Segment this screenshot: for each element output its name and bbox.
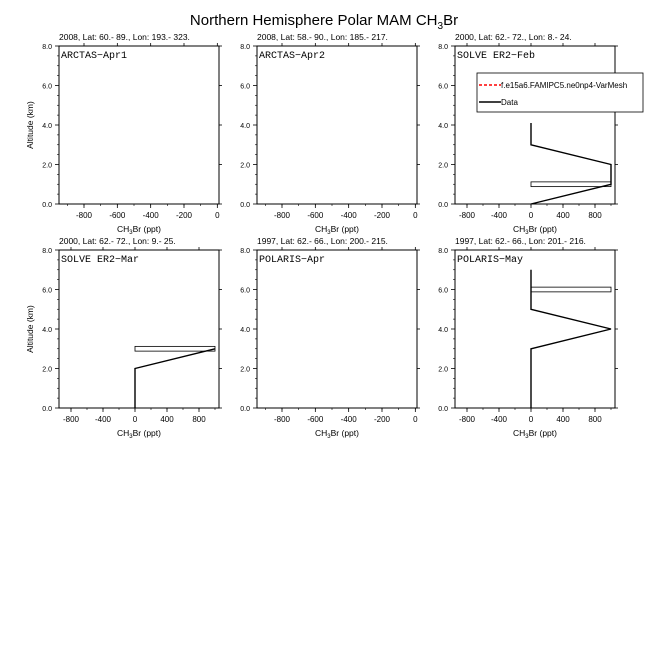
- y-tick-label: 2.0: [42, 162, 52, 170]
- x-tick-label: -600: [307, 415, 324, 424]
- panel-header: 2008, Lat: 58.- 90., Lon: 185.- 217.: [257, 32, 388, 42]
- plot-frame: [257, 250, 417, 408]
- y-tick-label: 8.0: [42, 44, 52, 51]
- chart-panel: [25, 236, 222, 440]
- range-box: [531, 287, 611, 292]
- x-tick-label: 800: [192, 415, 206, 424]
- x-tick-label: -400: [340, 211, 357, 220]
- y-tick-label: 6.0: [438, 287, 448, 295]
- y-tick-label: 6.0: [240, 83, 250, 91]
- series-line: [531, 270, 611, 408]
- x-tick-label: -800: [273, 211, 291, 220]
- legend-label: f.e15a6.FAMIPC5.ne0np4-VarMesh: [501, 81, 628, 90]
- y-tick-label: 0.0: [240, 406, 250, 413]
- y-tick-label: 8.0: [438, 44, 448, 51]
- x-tick-label: 800: [588, 415, 602, 424]
- x-tick-label: 400: [556, 211, 570, 220]
- series-line: [531, 123, 611, 204]
- y-tick-label: 2.0: [240, 162, 250, 170]
- y-tick-label: 0.0: [438, 202, 448, 209]
- panel-label: SOLVE ER2−Feb: [457, 51, 536, 62]
- y-tick-label: 2.0: [42, 366, 52, 374]
- x-tick-label: -600: [109, 211, 126, 220]
- x-tick-label: -400: [340, 415, 357, 424]
- x-tick-label: -800: [458, 211, 476, 220]
- x-tick-label: -400: [94, 415, 112, 424]
- x-tick-label: -200: [373, 211, 391, 220]
- y-tick-label: 4.0: [42, 327, 52, 334]
- chart-panel: [438, 236, 618, 440]
- x-axis-label: $CH_3Br$ (ppt): [117, 224, 161, 236]
- y-tick-label: 6.0: [240, 287, 250, 295]
- plot-frame: [59, 250, 219, 408]
- y-tick-label: 6.0: [42, 83, 52, 91]
- range-box: [135, 346, 215, 351]
- y-tick-label: 8.0: [240, 248, 250, 255]
- x-tick-label: -400: [490, 211, 508, 220]
- x-tick-label: -400: [142, 211, 159, 220]
- x-tick-label: -200: [373, 415, 391, 424]
- x-tick-label: 0: [528, 415, 534, 424]
- panel-label: ARCTAS−Apr2: [259, 51, 326, 62]
- panel-header: 2008, Lat: 60.- 89., Lon: 193.- 323.: [59, 32, 190, 42]
- panel-header: 2000, Lat: 62.- 72., Lon: 8.- 24.: [455, 32, 572, 42]
- x-tick-label: -800: [458, 415, 476, 424]
- y-tick-label: 8.0: [438, 248, 448, 255]
- y-tick-label: 8.0: [42, 248, 52, 255]
- y-tick-label: 0.0: [42, 406, 52, 413]
- plot-frame: [257, 46, 417, 204]
- x-tick-label: 0: [413, 415, 418, 424]
- x-tick-label: 0: [215, 211, 220, 220]
- figure-title-main: Northern Hemisphere Polar MAM CH: [189, 12, 438, 29]
- y-tick-label: 8.0: [240, 44, 250, 51]
- chart-panel: [240, 32, 420, 236]
- x-tick-label: 0: [132, 415, 138, 424]
- x-tick-label: 0: [528, 211, 534, 220]
- x-axis-label: $CH_3Br$ (ppt): [117, 428, 161, 440]
- x-tick-label: 0: [413, 211, 418, 220]
- range-box: [531, 182, 611, 187]
- figure-title: [190, 12, 458, 32]
- y-tick-label: 2.0: [438, 366, 448, 374]
- y-tick-label: 0.0: [240, 202, 250, 209]
- x-tick-label: -600: [307, 211, 324, 220]
- x-tick-label: -800: [273, 415, 291, 424]
- legend-label: Data: [501, 98, 518, 107]
- x-axis-label: $CH_3Br$ (ppt): [513, 224, 557, 236]
- x-tick-label: 400: [556, 415, 570, 424]
- y-tick-label: 4.0: [240, 327, 250, 334]
- y-tick-label: 4.0: [438, 123, 448, 130]
- chart-panel: [438, 32, 643, 236]
- x-axis-label: $CH_3Br$ (ppt): [513, 428, 557, 440]
- panel-header: 1997, Lat: 62.- 66., Lon: 200.- 215.: [257, 236, 388, 246]
- panel-label: SOLVE ER2−Mar: [61, 255, 140, 266]
- chart-panel: [240, 236, 420, 440]
- y-tick-label: 6.0: [438, 83, 448, 91]
- y-tick-label: 2.0: [240, 366, 250, 374]
- y-axis-label: Altitude (km): [25, 305, 35, 353]
- series-line: [135, 349, 215, 408]
- x-tick-label: -200: [175, 211, 193, 220]
- figure-title-tail: Br: [443, 12, 459, 29]
- y-tick-label: 4.0: [438, 327, 448, 334]
- y-tick-label: 2.0: [438, 162, 448, 170]
- y-tick-label: 0.0: [438, 406, 448, 413]
- plot-frame: [455, 46, 615, 204]
- x-tick-label: -800: [62, 415, 80, 424]
- y-tick-label: 6.0: [42, 287, 52, 295]
- panel-label: POLARIS−Apr: [259, 255, 326, 266]
- x-axis-label: $CH_3Br$ (ppt): [315, 224, 359, 236]
- figure-title-subscript: 3: [437, 21, 444, 32]
- panels: [25, 32, 643, 440]
- y-axis-label: Altitude (km): [25, 101, 35, 149]
- legend: [477, 73, 643, 112]
- x-tick-label: -800: [75, 211, 93, 220]
- panel-label: ARCTAS−Apr1: [61, 51, 128, 62]
- x-axis-label: $CH_3Br$ (ppt): [315, 428, 359, 440]
- y-tick-label: 0.0: [42, 202, 52, 209]
- x-tick-label: 400: [160, 415, 174, 424]
- panel-header: 2000, Lat: 62.- 72., Lon: 9.- 25.: [59, 236, 176, 246]
- y-tick-label: 4.0: [42, 123, 52, 130]
- x-tick-label: 800: [588, 211, 602, 220]
- x-tick-label: -400: [490, 415, 508, 424]
- chart-panel: [25, 32, 222, 236]
- panel-label: POLARIS−May: [457, 255, 524, 266]
- y-tick-label: 4.0: [240, 123, 250, 130]
- panel-header: 1997, Lat: 62.- 66., Lon: 201.- 216.: [455, 236, 586, 246]
- plot-frame: [455, 250, 615, 408]
- plot-frame: [59, 46, 219, 204]
